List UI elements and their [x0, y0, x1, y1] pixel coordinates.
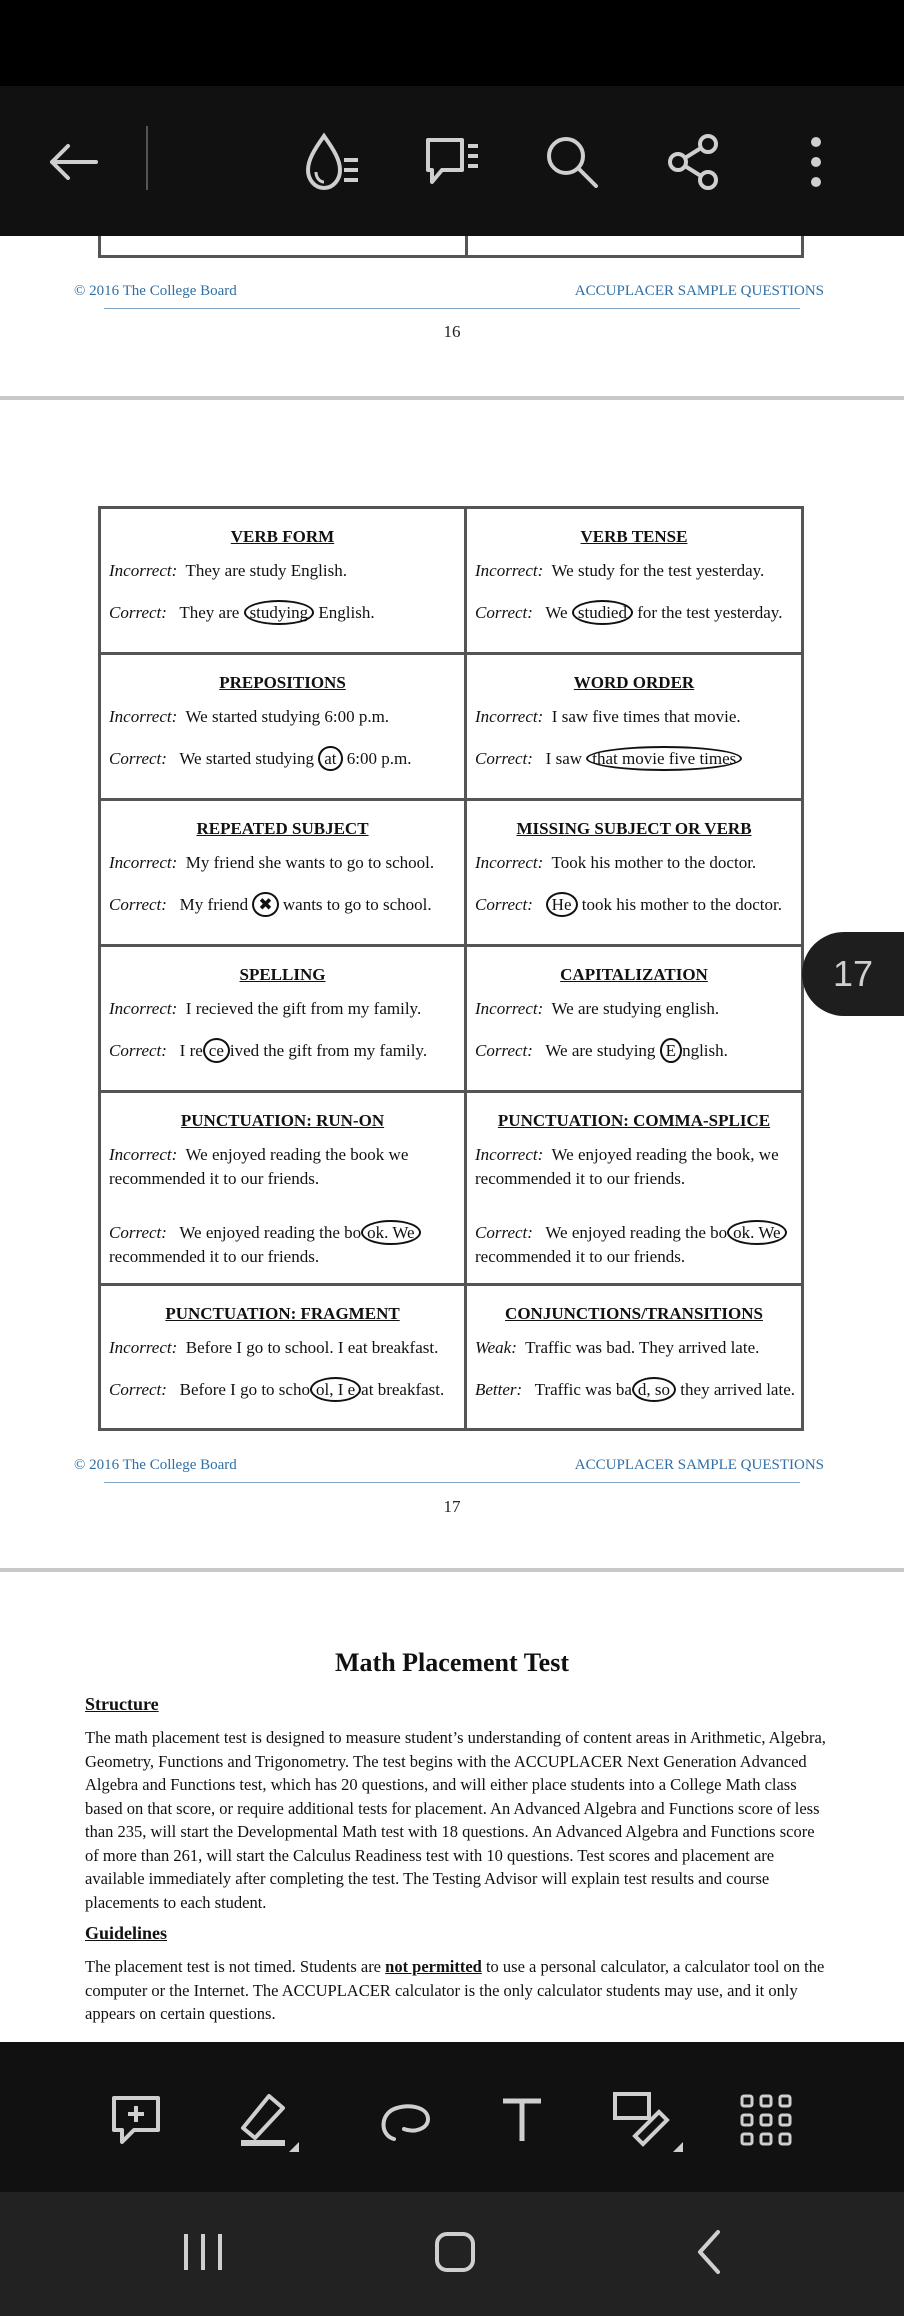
cell-heading: REPEATED SUBJECT — [196, 819, 369, 838]
correct-example — [475, 747, 795, 771]
footer-title: ACCUPLACER SAMPLE QUESTIONS — [574, 1457, 824, 1473]
incorrect-example — [475, 851, 795, 875]
example-label: Correct: — [109, 749, 167, 768]
cell-heading: CONJUNCTIONS/TRANSITIONS — [505, 1304, 763, 1323]
example-text: They are — [179, 603, 244, 622]
example-text: My friend she wants to go to school. — [185, 853, 435, 872]
example-label: Incorrect: — [475, 1145, 544, 1164]
example-text: We enjoyed reading the bo — [179, 1223, 362, 1242]
top-toolbar — [0, 86, 904, 236]
guidelines-text: The placement test is not timed. Students are — [85, 1957, 386, 1976]
example-text: wants to go to school. — [278, 895, 432, 914]
example-text: English. — [314, 603, 375, 622]
example-label: Incorrect: — [109, 707, 178, 726]
correct-example — [109, 601, 458, 625]
example-text: nglish. — [682, 1041, 728, 1060]
circled-correction: He — [546, 892, 578, 917]
recents-icon[interactable] — [158, 2212, 248, 2292]
example-label: Correct: — [475, 1223, 533, 1242]
example-label: Incorrect: — [475, 561, 544, 580]
example-label: Incorrect: — [475, 999, 544, 1018]
example-text: We started studying — [179, 749, 319, 768]
grammar-cell — [467, 509, 801, 652]
highlighter-icon[interactable] — [228, 2080, 308, 2160]
toolbar-divider — [146, 126, 148, 190]
example-text: for the test yesterday. — [632, 603, 783, 622]
page-indicator-badge[interactable]: 17 — [802, 932, 904, 1016]
status-bar — [0, 0, 904, 86]
incorrect-example — [109, 559, 458, 583]
lasso-icon[interactable] — [364, 2080, 444, 2160]
circled-correction: ok. We — [727, 1220, 786, 1245]
example-label: Correct: — [109, 895, 167, 914]
circled-correction: studied — [572, 600, 633, 625]
example-text: I recieved the gift from my family. — [185, 999, 422, 1018]
table-bottom-fragment — [98, 236, 804, 258]
example-label: Better: — [475, 1380, 523, 1399]
correct-example — [109, 1221, 458, 1269]
read-mode-icon[interactable] — [292, 122, 372, 202]
more-icon[interactable] — [776, 122, 856, 202]
example-label: Correct: — [109, 1380, 167, 1399]
incorrect-example — [475, 705, 795, 729]
example-label: Incorrect: — [109, 561, 178, 580]
sign-icon[interactable] — [608, 2080, 688, 2160]
example-text: I saw five times that movie. — [551, 707, 741, 726]
example-text: at breakfast. — [361, 1380, 445, 1399]
example-text: Traffic was bad. They arrived late. — [525, 1338, 760, 1357]
correct-example — [475, 601, 795, 625]
circled-correction: ok. We — [361, 1220, 420, 1245]
example-label: Incorrect: — [109, 1338, 178, 1357]
back-nav-icon[interactable] — [664, 2212, 754, 2292]
example-text: Took his mother to the doctor. — [551, 853, 757, 872]
cell-heading: PUNCTUATION: RUN-ON — [180, 1111, 385, 1130]
cell-heading: VERB FORM — [230, 527, 335, 546]
page-number: 17 — [443, 1497, 461, 1516]
structure-paragraph: The math placement test is designed to measure student’s understanding of content areas in Arithmetic, Algebra, Geometry, Functions and Trigonometry. The test begins with the ACCUPLACER Next Generation Advanced Algebra and Functions test, which has 20 questions, and will either place students into a College Math class based on that score, or require additional tests for placement. An Advanced Algebra and Functions score of less than 235, will start the Developmental Math test with 18 questions. An Advanced Algebra and Functions score of more than 261, will start the Calculus Readiness test with 10 questions. Test scores and placement are available immediately after completing the test. The Testing Advisor will explain test results and course placements to each student. — [85, 1728, 826, 1912]
example-text: We enjoyed reading the bo — [545, 1223, 728, 1242]
circled-correction: E — [660, 1038, 682, 1063]
example-text: They are study English. — [185, 561, 347, 580]
grammar-cell — [101, 947, 464, 1090]
not-permitted-text: not permitted — [385, 1957, 482, 1976]
grammar-cell — [467, 655, 801, 798]
example-text: Traffic was ba — [534, 1380, 632, 1399]
example-label: Correct: — [475, 1041, 533, 1060]
example-text: recommended it to our friends. — [475, 1247, 686, 1266]
example-label: Incorrect: — [475, 707, 544, 726]
page-16 — [0, 236, 904, 396]
example-label: Correct: — [109, 1223, 167, 1242]
grammar-cell — [467, 947, 801, 1090]
page-footer — [74, 1457, 824, 1477]
example-text: I re — [179, 1041, 203, 1060]
circled-correction: ce — [203, 1038, 230, 1063]
correct-example — [475, 893, 795, 917]
incorrect-example — [109, 851, 458, 875]
grammar-cell — [467, 1093, 801, 1283]
grammar-cell — [101, 801, 464, 944]
grammar-cell — [101, 1286, 464, 1428]
correct-example — [109, 747, 458, 771]
example-text: I saw — [545, 749, 587, 768]
back-icon[interactable] — [34, 122, 114, 202]
incorrect-example — [475, 1336, 795, 1360]
example-text: Before I go to scho — [179, 1380, 310, 1399]
example-label: Correct: — [475, 749, 533, 768]
example-label: Correct: — [475, 895, 533, 914]
example-label: Correct: — [109, 1041, 167, 1060]
example-label: Incorrect: — [109, 853, 178, 872]
footer-title: ACCUPLACER SAMPLE QUESTIONS — [574, 283, 824, 299]
incorrect-example — [475, 559, 795, 583]
example-label: Correct: — [475, 603, 533, 622]
circled-correction: at — [318, 746, 342, 771]
example-label: Correct: — [109, 603, 167, 622]
example-text: We are studying english. — [551, 999, 720, 1018]
incorrect-example — [109, 997, 458, 1021]
incorrect-example — [475, 1143, 795, 1191]
example-text: We enjoyed reading the book, we recommended it to our friends. — [475, 1145, 779, 1188]
circled-correction: ✖ — [252, 892, 278, 917]
cell-heading: VERB TENSE — [580, 527, 688, 546]
guidelines-heading: Guidelines — [85, 1923, 168, 1943]
example-text: 6:00 p.m. — [342, 749, 412, 768]
incorrect-example — [109, 1143, 458, 1191]
grammar-table — [98, 506, 804, 1431]
footer-rule — [104, 1482, 800, 1483]
grammar-cell — [101, 1093, 464, 1283]
incorrect-example — [109, 705, 458, 729]
footer-copyright: © 2016 The College Board — [74, 283, 237, 299]
correct-example — [475, 1039, 795, 1063]
example-text: Before I go to school. I eat breakfast. — [185, 1338, 439, 1357]
more-tools-icon[interactable] — [726, 2080, 806, 2160]
grammar-cell — [467, 801, 801, 944]
cell-heading: WORD ORDER — [573, 673, 695, 692]
share-icon[interactable] — [654, 122, 734, 202]
correct-example — [109, 893, 458, 917]
example-text: We study for the test yesterday. — [551, 561, 765, 580]
guidelines-text: to use a personal calculator, a calculator tool on the computer or the Internet. The ACCUPLACER calculator is the only calculator students may use, and it only appears on certain questions. — [85, 1957, 825, 2023]
cell-heading: PUNCTUATION: COMMA-SPLICE — [497, 1111, 771, 1130]
search-icon[interactable] — [532, 122, 612, 202]
page-footer — [74, 283, 824, 303]
cell-heading: MISSING SUBJECT OR VERB — [516, 819, 752, 838]
comments-icon[interactable] — [412, 122, 492, 202]
annotation-toolbar — [0, 2042, 904, 2192]
example-label: Weak: — [475, 1338, 517, 1357]
correct-example — [475, 1378, 795, 1402]
circled-correction: studying — [244, 600, 315, 625]
circled-correction: ol, I e — [310, 1377, 361, 1402]
grammar-cell — [467, 1286, 801, 1428]
example-text: recommended it to our friends. — [109, 1247, 320, 1266]
example-text: they arrived late. — [676, 1380, 795, 1399]
page-number: 16 — [443, 322, 461, 341]
grammar-cell — [101, 655, 464, 798]
correct-example — [475, 1221, 795, 1269]
cell-heading: CAPITALIZATION — [560, 965, 708, 984]
correct-example — [109, 1378, 458, 1402]
example-text: My friend — [179, 895, 253, 914]
structure-heading: Structure — [85, 1694, 159, 1714]
home-icon[interactable] — [410, 2212, 500, 2292]
example-text: We enjoyed reading the book we recommended it to our friends. — [109, 1145, 409, 1188]
cell-heading: SPELLING — [239, 965, 326, 984]
example-label: Incorrect: — [475, 853, 544, 872]
correct-example — [109, 1039, 458, 1063]
cell-heading: PUNCTUATION: FRAGMENT — [165, 1304, 400, 1323]
incorrect-example — [109, 1336, 458, 1360]
example-text: We are studying — [545, 1041, 660, 1060]
page-title: Math Placement Test — [335, 1648, 569, 1677]
circled-correction: that movie five times — [586, 746, 742, 771]
system-nav-bar — [0, 2192, 904, 2316]
example-text: We started studying 6:00 p.m. — [185, 707, 390, 726]
cell-heading: PREPOSITIONS — [219, 673, 346, 692]
example-label: Incorrect: — [109, 999, 178, 1018]
circled-correction: d, so — [632, 1377, 676, 1402]
text-tool-icon[interactable] — [482, 2080, 562, 2160]
example-label: Incorrect: — [109, 1145, 178, 1164]
example-text: took his mother to the doctor. — [577, 895, 782, 914]
example-text: ived the gift from my family. — [229, 1041, 428, 1060]
incorrect-example — [475, 997, 795, 1021]
footer-copyright: © 2016 The College Board — [74, 1457, 237, 1473]
example-text: We — [545, 603, 572, 622]
add-comment-icon[interactable] — [96, 2080, 176, 2160]
guidelines-paragraph — [85, 1955, 827, 2026]
footer-rule — [104, 308, 800, 309]
grammar-cell — [101, 509, 464, 652]
